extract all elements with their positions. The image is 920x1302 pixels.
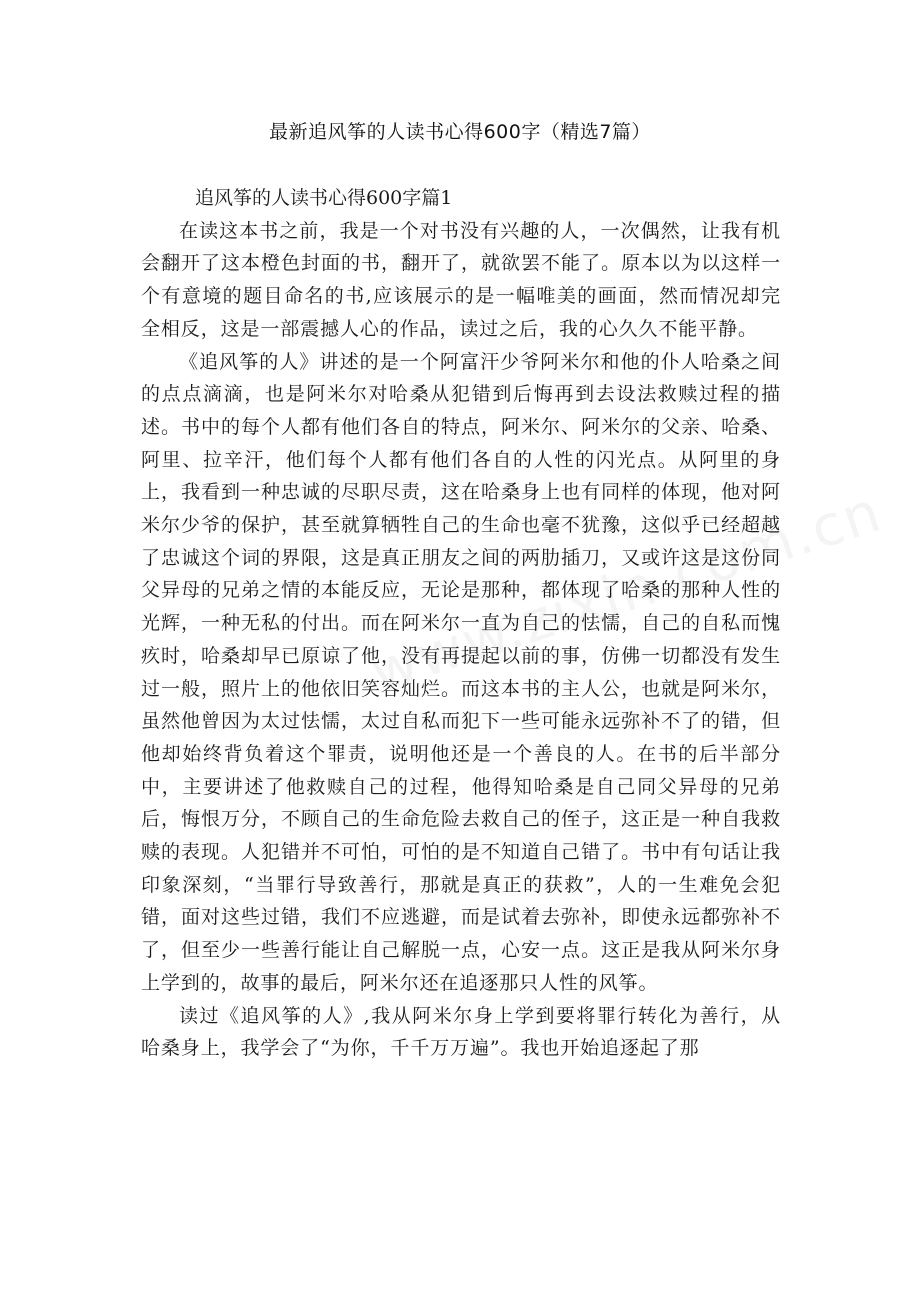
document-title: 最新追风筝的人读书心得600字（精选7篇）	[269, 121, 651, 143]
document-body	[141, 182, 781, 1065]
paragraph-1: 在读这本书之前，我是一个对书没有兴趣的人，一次偶然，让我有机会翻开了这本橙色封面的书，翻开了，就欲罢不能了。原本以为以这样一个有意境的题目命名的书,应该展示的是一幅唯美的画面，然而情况却完全相反，这是一部震撼人心的作品，读过之后，我的心久久不能平静。	[141, 219, 781, 340]
paragraph-3: 读过《追风筝的人》,我从阿米尔身上学到要将罪行转化为善行，从哈桑身上，我学会了“为你，千千万万遍”。我也开始追逐起了那	[141, 1004, 781, 1060]
paragraph-2: 《追风筝的人》讲述的是一个阿富汗少爷阿米尔和他的仆人哈桑之间的点点滴滴，也是阿米尔对哈桑从犯错到后悔再到去设法救赎过程的描述。书中的每个人都有他们各自的特点，阿米尔、阿米尔的父亲、哈桑、阿里、拉辛汗，他们每个人都有他们各自的人性的闪光点。从阿里的身上，我看到一种忠诚的尽职尽责，这在哈桑身上也有同样的体现，他对阿米尔少爷的保护，甚至就算牺牲自己的生命也毫不犹豫，这似乎已经超越了忠诚这个词的界限，这是真正朋友之间的两肋插刀，又或许这是这份同父异母的兄弟之情的本能反应，无论是那种，都体现了哈桑的那种人性的光辉，一种无私的付出。而在阿米尔一直为自己的怯懦，自己的自私而愧疚时，哈桑却早已原谅了他，没有再提起以前的事，仿佛一切都没有发生过一般，照片上的他依旧笑容灿烂。而这本书的主人公，也就是阿米尔，虽然他曾因为太过怯懦，太过自私而犯下一些可能永远弥补不了的错，但他却始终背负着这个罪责，说明他还是一个善良的人。在书的后半部分中，主要讲述了他救赎自己的过程，他得知哈桑是自己同父异母的兄弟后，悔恨万分，不顾自己的生命危险去救自己的侄子，这正是一种自我救赎的表现。人犯错并不可怕，可怕的是不知道自己错了。书中有句话让我印象深刻，“当罪行导致善行，那就是真正的获救”，人的一生难免会犯错，面对这些过错，我们不应逃避，而是试着去弥补，即使永远都弥补不了，但至少一些善行能让自己解脱一点，心安一点。这正是我从阿米尔身上学到的，故事的最后，阿米尔还在追逐那只人性的风筝。	[141, 350, 781, 994]
section-heading: 追风筝的人读书心得600字篇1	[195, 187, 453, 209]
